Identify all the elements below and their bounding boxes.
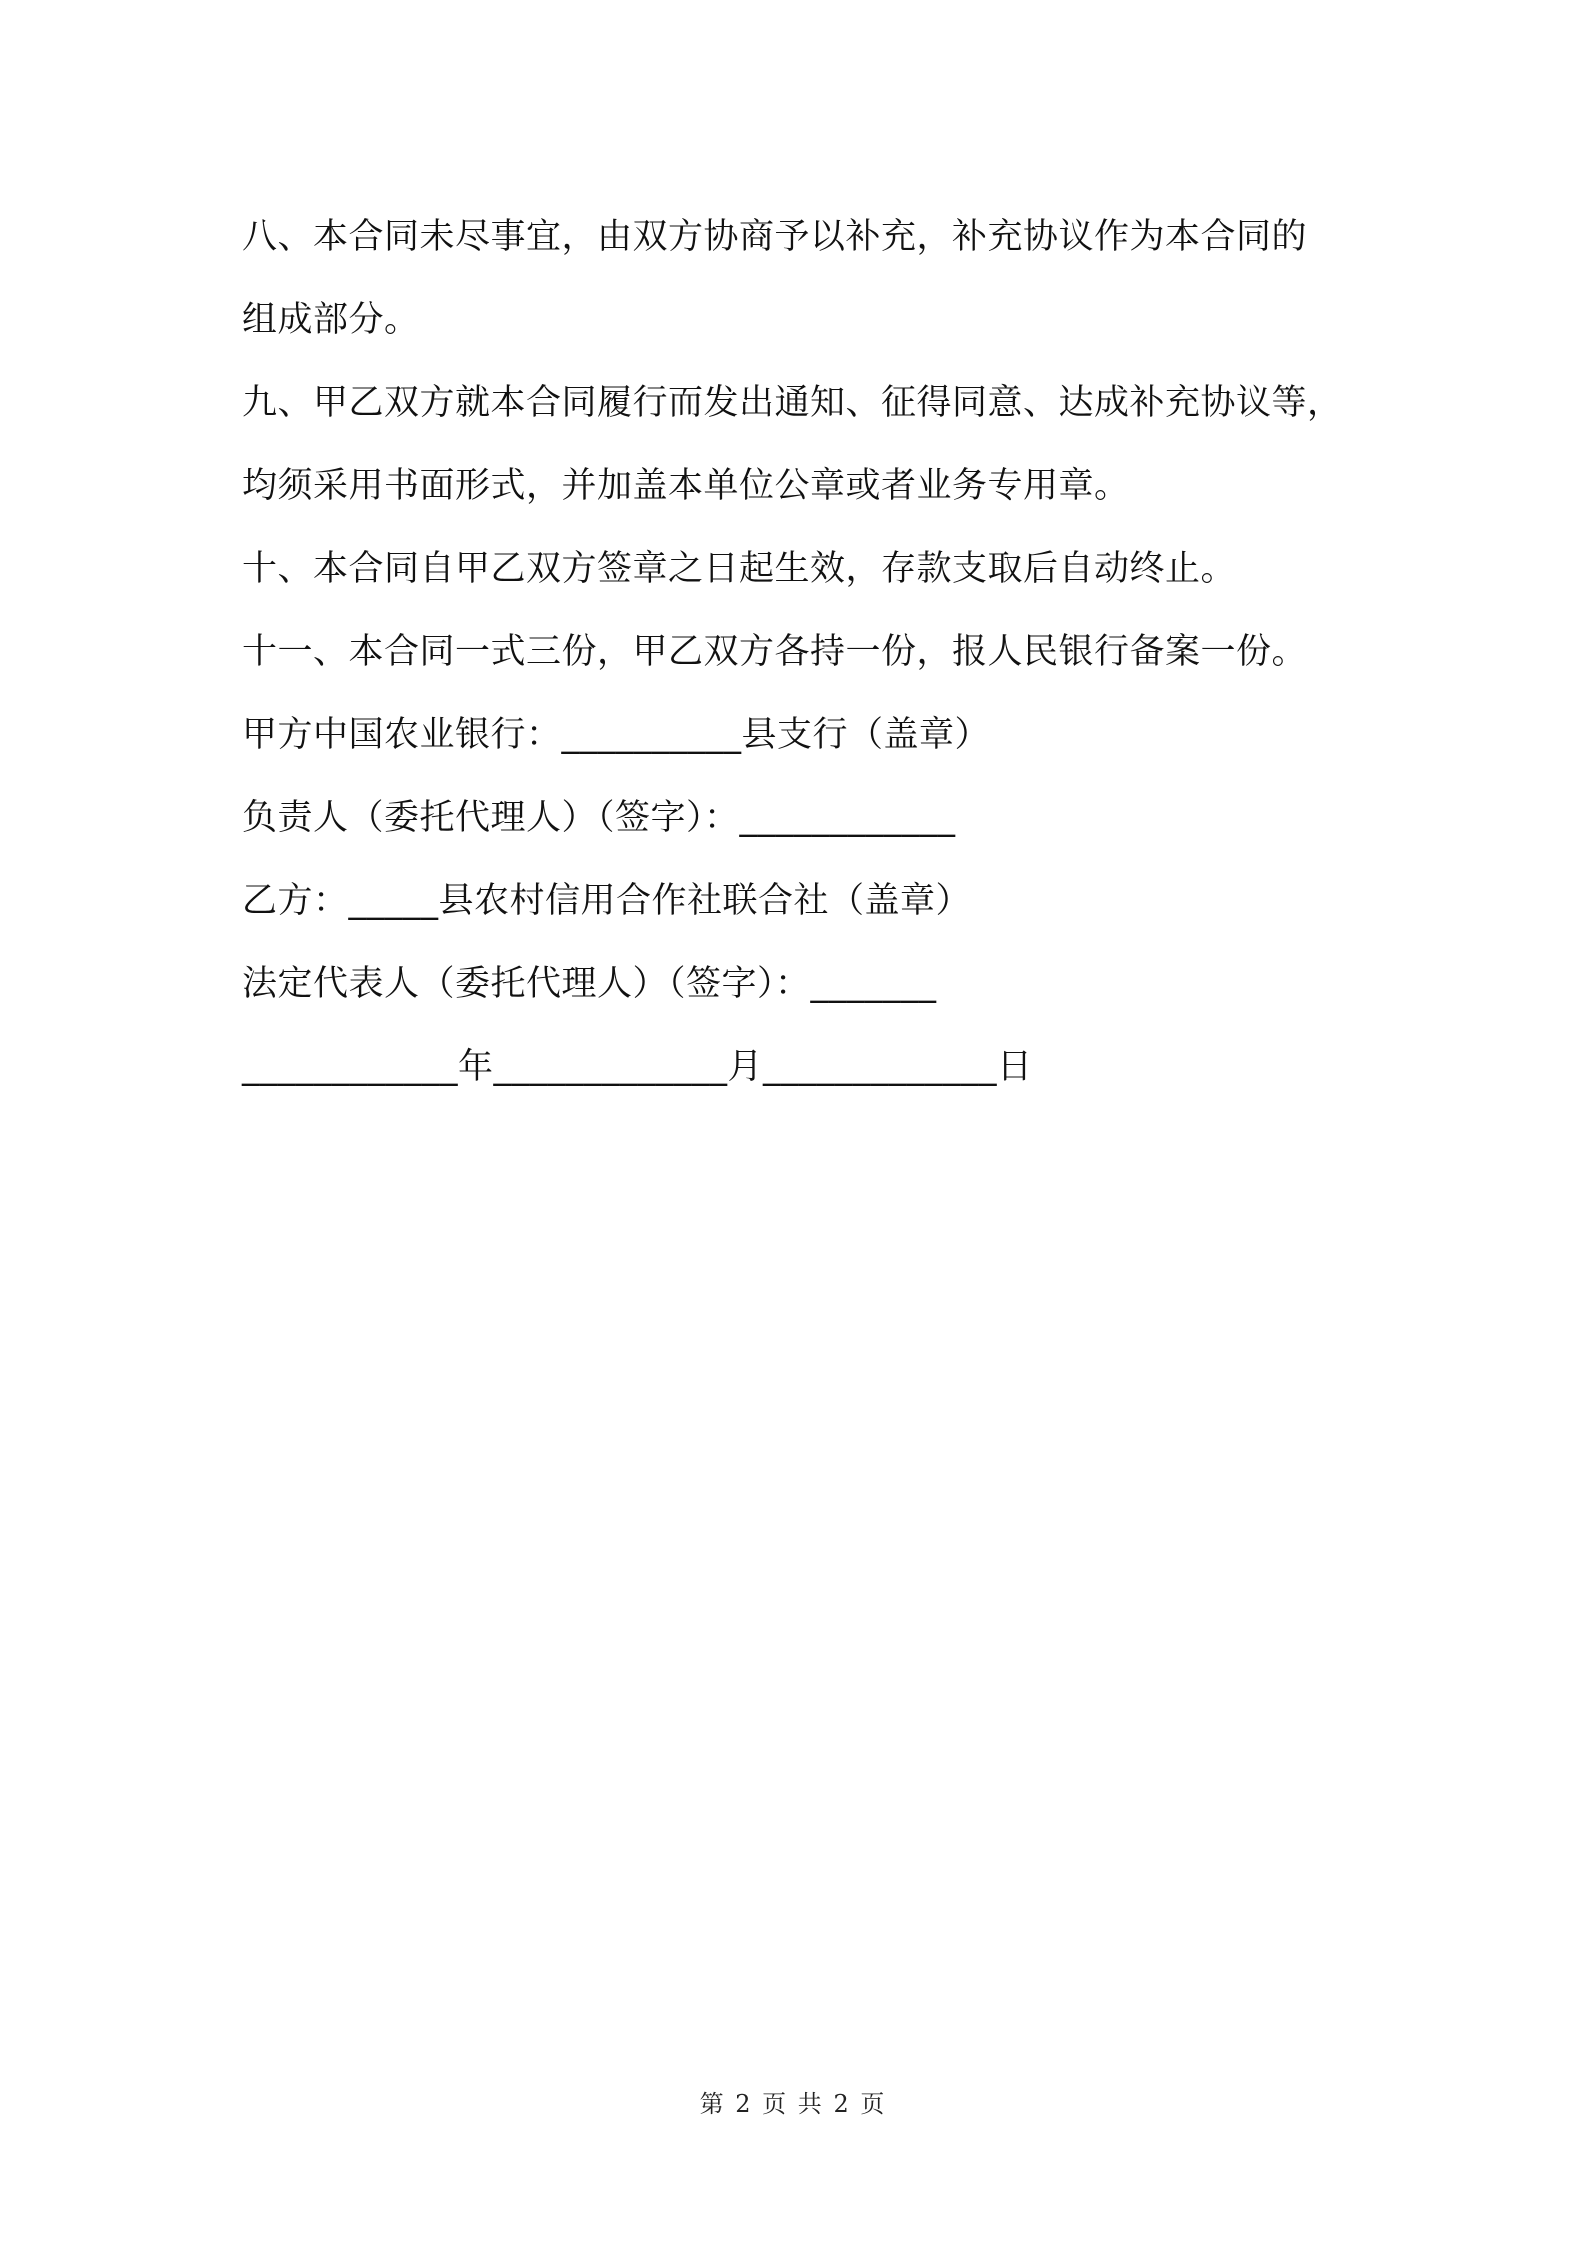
party-a-representative-line: 负责人（委托代理人）（签字）：____________ bbox=[242, 798, 956, 838]
clause-8-line-1: 八、本合同未尽事宜，由双方协商予以补充，补充协议作为本合同的 bbox=[242, 217, 1308, 257]
party-b-signature-line: 乙方：_____县农村信用合作社联合社（盖章） bbox=[242, 881, 972, 921]
party-b-representative-line: 法定代表人（委托代理人）（签字）：_______ bbox=[242, 964, 937, 1004]
document-body bbox=[242, 196, 1362, 1109]
clause-8-line-2: 组成部分。 bbox=[242, 300, 420, 340]
clause-9-line-1: 九、甲乙双方就本合同履行而发出通知、征得同意、达成补充协议等， bbox=[242, 383, 1343, 423]
clause-11: 十一、本合同一式三份，甲乙双方各持一份，报人民银行备案一份。 bbox=[242, 632, 1308, 672]
date-line: ____________年_____________月_____________日 bbox=[242, 1047, 1033, 1087]
party-a-signature-line: 甲方中国农业银行：__________县支行（盖章） bbox=[242, 715, 991, 755]
page-number: 第 2 页 共 2 页 bbox=[699, 2090, 887, 2118]
clause-10: 十、本合同自甲乙双方签章之日起生效，存款支取后自动终止。 bbox=[242, 549, 1237, 589]
clause-9-line-2: 均须采用书面形式，并加盖本单位公章或者业务专用章。 bbox=[242, 466, 1130, 506]
